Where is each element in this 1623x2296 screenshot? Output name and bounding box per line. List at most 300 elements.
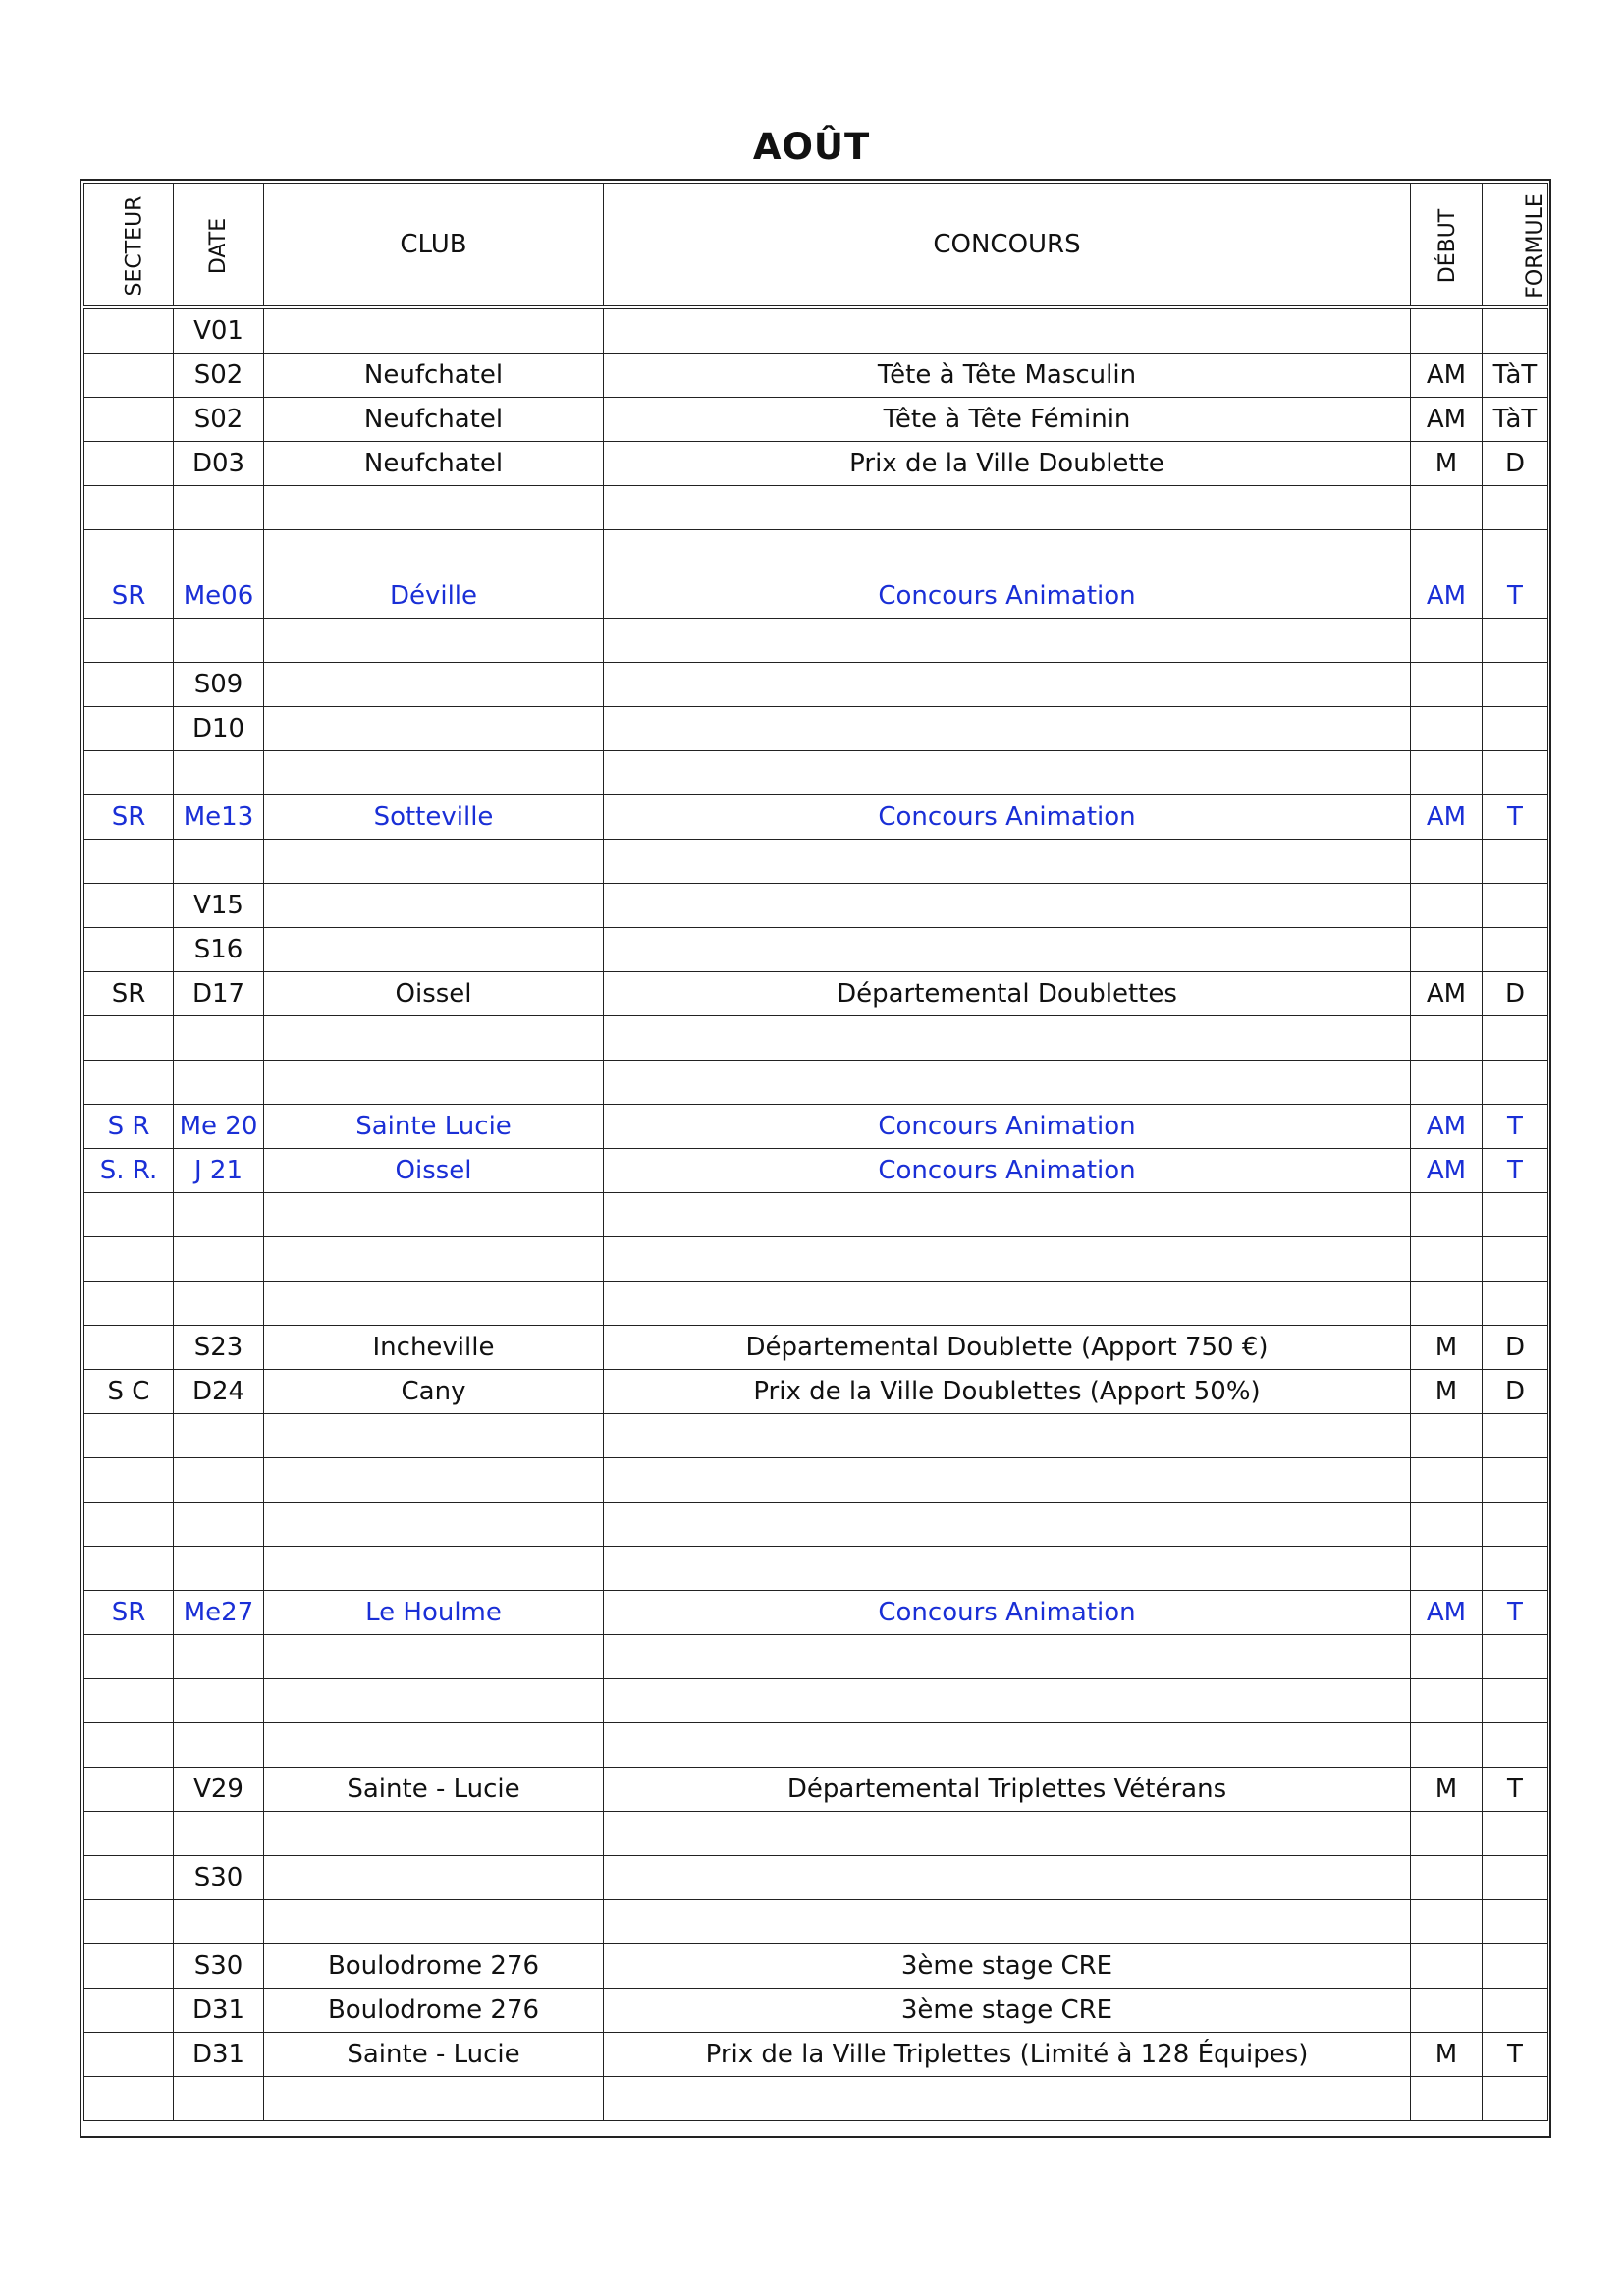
cell-debut bbox=[1411, 1679, 1483, 1723]
cell-club bbox=[264, 619, 604, 663]
cell-formule bbox=[1483, 1900, 1548, 1944]
cell-club: Neufchatel bbox=[264, 398, 604, 442]
cell-secteur bbox=[84, 619, 174, 663]
cell-date bbox=[174, 1414, 264, 1458]
cell-secteur bbox=[84, 1414, 174, 1458]
header-formule-label: FORMULE bbox=[1522, 193, 1547, 299]
table-row bbox=[84, 928, 1548, 972]
cell-formule bbox=[1483, 1193, 1548, 1237]
cell-formule: TàT bbox=[1483, 398, 1548, 442]
cell-formule bbox=[1483, 1989, 1548, 2033]
cell-secteur: SR bbox=[84, 1591, 174, 1635]
table-row bbox=[84, 1282, 1548, 1326]
cell-secteur bbox=[84, 1237, 174, 1282]
cell-date bbox=[174, 1016, 264, 1061]
cell-debut bbox=[1411, 1989, 1483, 2033]
cell-secteur bbox=[84, 1635, 174, 1679]
cell-formule bbox=[1483, 1237, 1548, 1282]
cell-date: V15 bbox=[174, 884, 264, 928]
cell-date: D17 bbox=[174, 972, 264, 1016]
table-row bbox=[84, 1900, 1548, 1944]
page-title: AOÛT bbox=[752, 126, 871, 168]
cell-club bbox=[264, 1547, 604, 1591]
cell-debut: AM bbox=[1411, 398, 1483, 442]
cell-date bbox=[174, 751, 264, 795]
cell-debut: AM bbox=[1411, 795, 1483, 840]
cell-concours bbox=[604, 1237, 1411, 1282]
cell-concours: Concours Animation bbox=[604, 1149, 1411, 1193]
cell-debut: AM bbox=[1411, 1105, 1483, 1149]
cell-concours: 3ème stage CRE bbox=[604, 1989, 1411, 2033]
cell-debut bbox=[1411, 619, 1483, 663]
cell-formule bbox=[1483, 1812, 1548, 1856]
cell-date bbox=[174, 1547, 264, 1591]
cell-date: S02 bbox=[174, 398, 264, 442]
cell-formule: T bbox=[1483, 2033, 1548, 2077]
cell-formule bbox=[1483, 1016, 1548, 1061]
cell-secteur bbox=[84, 840, 174, 884]
cell-date: J 21 bbox=[174, 1149, 264, 1193]
cell-club: Cany bbox=[264, 1370, 604, 1414]
cell-debut: M bbox=[1411, 1326, 1483, 1370]
cell-date: D24 bbox=[174, 1370, 264, 1414]
cell-debut bbox=[1411, 663, 1483, 707]
cell-club bbox=[264, 1282, 604, 1326]
cell-secteur: SR bbox=[84, 574, 174, 619]
cell-concours bbox=[604, 1812, 1411, 1856]
cell-debut: AM bbox=[1411, 1591, 1483, 1635]
cell-club bbox=[264, 2077, 604, 2121]
cell-debut: AM bbox=[1411, 972, 1483, 1016]
cell-formule: T bbox=[1483, 1105, 1548, 1149]
table-row bbox=[84, 795, 1548, 840]
cell-formule bbox=[1483, 707, 1548, 751]
table-row bbox=[84, 1944, 1548, 1989]
cell-date: D31 bbox=[174, 2033, 264, 2077]
cell-club bbox=[264, 1237, 604, 1282]
cell-date bbox=[174, 530, 264, 574]
cell-club: Neufchatel bbox=[264, 354, 604, 398]
cell-date: V01 bbox=[174, 307, 264, 354]
table-row bbox=[84, 1458, 1548, 1503]
cell-secteur bbox=[84, 530, 174, 574]
cell-secteur: S R bbox=[84, 1105, 174, 1149]
cell-concours bbox=[604, 1679, 1411, 1723]
cell-club bbox=[264, 1900, 604, 1944]
cell-secteur bbox=[84, 707, 174, 751]
table-row bbox=[84, 1503, 1548, 1547]
cell-date bbox=[174, 2077, 264, 2121]
header-debut-label: DÉBUT bbox=[1435, 208, 1461, 284]
cell-club bbox=[264, 1679, 604, 1723]
cell-date bbox=[174, 1237, 264, 1282]
cell-formule bbox=[1483, 307, 1548, 354]
cell-club: Sotteville bbox=[264, 795, 604, 840]
cell-formule: D bbox=[1483, 442, 1548, 486]
table-row bbox=[84, 1635, 1548, 1679]
cell-secteur bbox=[84, 307, 174, 354]
cell-concours bbox=[604, 1061, 1411, 1105]
cell-secteur bbox=[84, 1193, 174, 1237]
cell-formule bbox=[1483, 1414, 1548, 1458]
table-row bbox=[84, 1547, 1548, 1591]
header-debut bbox=[1411, 184, 1483, 308]
cell-concours bbox=[604, 1856, 1411, 1900]
cell-debut bbox=[1411, 751, 1483, 795]
table-row bbox=[84, 1856, 1548, 1900]
cell-formule: T bbox=[1483, 574, 1548, 619]
cell-concours bbox=[604, 1723, 1411, 1768]
cell-debut: M bbox=[1411, 2033, 1483, 2077]
cell-formule bbox=[1483, 2077, 1548, 2121]
cell-secteur bbox=[84, 1061, 174, 1105]
cell-formule: D bbox=[1483, 972, 1548, 1016]
cell-club: Neufchatel bbox=[264, 442, 604, 486]
cell-club bbox=[264, 1723, 604, 1768]
cell-formule bbox=[1483, 486, 1548, 530]
calendar-table bbox=[83, 183, 1548, 2121]
cell-debut bbox=[1411, 486, 1483, 530]
cell-concours: Prix de la Ville Doublettes (Apport 50%) bbox=[604, 1370, 1411, 1414]
cell-date: S30 bbox=[174, 1856, 264, 1900]
cell-concours: Concours Animation bbox=[604, 1591, 1411, 1635]
cell-club: Sainte - Lucie bbox=[264, 1768, 604, 1812]
cell-concours bbox=[604, 1193, 1411, 1237]
cell-date: Me06 bbox=[174, 574, 264, 619]
cell-debut bbox=[1411, 707, 1483, 751]
table-row bbox=[84, 1370, 1548, 1414]
cell-secteur bbox=[84, 928, 174, 972]
cell-concours: Tête à Tête Féminin bbox=[604, 398, 1411, 442]
cell-formule bbox=[1483, 530, 1548, 574]
cell-formule bbox=[1483, 884, 1548, 928]
cell-club: Déville bbox=[264, 574, 604, 619]
cell-secteur bbox=[84, 1812, 174, 1856]
cell-debut bbox=[1411, 1900, 1483, 1944]
cell-debut bbox=[1411, 1414, 1483, 1458]
cell-secteur bbox=[84, 1326, 174, 1370]
table-row bbox=[84, 1061, 1548, 1105]
table-row bbox=[84, 751, 1548, 795]
cell-secteur bbox=[84, 1856, 174, 1900]
header-formule bbox=[1483, 184, 1548, 308]
table-row bbox=[84, 354, 1548, 398]
cell-formule bbox=[1483, 1282, 1548, 1326]
cell-concours: Départemental Triplettes Vétérans bbox=[604, 1768, 1411, 1812]
header-secteur-label: SECTEUR bbox=[122, 195, 147, 297]
cell-secteur: S C bbox=[84, 1370, 174, 1414]
cell-formule bbox=[1483, 1723, 1548, 1768]
cell-date: S16 bbox=[174, 928, 264, 972]
cell-formule bbox=[1483, 1547, 1548, 1591]
cell-concours: Départemental Doublette (Apport 750 €) bbox=[604, 1326, 1411, 1370]
table-row bbox=[84, 1414, 1548, 1458]
cell-formule bbox=[1483, 1503, 1548, 1547]
table-row bbox=[84, 1326, 1548, 1370]
table-row bbox=[84, 442, 1548, 486]
cell-formule bbox=[1483, 1679, 1548, 1723]
table-row bbox=[84, 707, 1548, 751]
cell-concours bbox=[604, 1900, 1411, 1944]
cell-concours bbox=[604, 1458, 1411, 1503]
cell-debut bbox=[1411, 307, 1483, 354]
cell-date: S02 bbox=[174, 354, 264, 398]
cell-date: V29 bbox=[174, 1768, 264, 1812]
table-row bbox=[84, 1679, 1548, 1723]
cell-concours: Concours Animation bbox=[604, 574, 1411, 619]
table-row bbox=[84, 619, 1548, 663]
table-row bbox=[84, 530, 1548, 574]
cell-secteur bbox=[84, 486, 174, 530]
cell-secteur bbox=[84, 1458, 174, 1503]
cell-formule bbox=[1483, 663, 1548, 707]
cell-date bbox=[174, 1723, 264, 1768]
cell-date: S30 bbox=[174, 1944, 264, 1989]
cell-formule: T bbox=[1483, 795, 1548, 840]
cell-debut bbox=[1411, 1856, 1483, 1900]
cell-date bbox=[174, 1679, 264, 1723]
cell-club bbox=[264, 1193, 604, 1237]
cell-secteur bbox=[84, 1723, 174, 1768]
cell-club bbox=[264, 1635, 604, 1679]
cell-formule: TàT bbox=[1483, 354, 1548, 398]
cell-secteur bbox=[84, 2033, 174, 2077]
cell-club: Boulodrome 276 bbox=[264, 1944, 604, 1989]
cell-debut bbox=[1411, 1016, 1483, 1061]
cell-formule bbox=[1483, 840, 1548, 884]
table-row bbox=[84, 1723, 1548, 1768]
cell-secteur bbox=[84, 884, 174, 928]
table-row bbox=[84, 972, 1548, 1016]
cell-debut bbox=[1411, 1547, 1483, 1591]
table-row bbox=[84, 2033, 1548, 2077]
table-row bbox=[84, 663, 1548, 707]
cell-date: S23 bbox=[174, 1326, 264, 1370]
table-row bbox=[84, 1768, 1548, 1812]
cell-secteur bbox=[84, 354, 174, 398]
cell-formule bbox=[1483, 1856, 1548, 1900]
table-row bbox=[84, 486, 1548, 530]
table-row bbox=[84, 1591, 1548, 1635]
cell-secteur bbox=[84, 1900, 174, 1944]
cell-date: Me27 bbox=[174, 1591, 264, 1635]
cell-date: D31 bbox=[174, 1989, 264, 2033]
cell-concours: Concours Animation bbox=[604, 795, 1411, 840]
cell-club bbox=[264, 1503, 604, 1547]
cell-club bbox=[264, 663, 604, 707]
header-club: CLUB bbox=[264, 184, 604, 308]
cell-club bbox=[264, 1458, 604, 1503]
cell-date: D03 bbox=[174, 442, 264, 486]
cell-date bbox=[174, 1282, 264, 1326]
table-row bbox=[84, 1989, 1548, 2033]
cell-concours bbox=[604, 1635, 1411, 1679]
cell-concours bbox=[604, 1282, 1411, 1326]
cell-debut: M bbox=[1411, 1768, 1483, 1812]
cell-secteur bbox=[84, 398, 174, 442]
cell-secteur bbox=[84, 663, 174, 707]
cell-debut bbox=[1411, 1635, 1483, 1679]
cell-secteur bbox=[84, 1679, 174, 1723]
cell-debut bbox=[1411, 884, 1483, 928]
cell-debut bbox=[1411, 1723, 1483, 1768]
cell-secteur bbox=[84, 1503, 174, 1547]
cell-club bbox=[264, 1812, 604, 1856]
cell-club bbox=[264, 751, 604, 795]
table-row bbox=[84, 2077, 1548, 2121]
cell-concours: 3ème stage CRE bbox=[604, 1944, 1411, 1989]
cell-concours: Départemental Doublettes bbox=[604, 972, 1411, 1016]
cell-debut: AM bbox=[1411, 354, 1483, 398]
cell-club bbox=[264, 530, 604, 574]
header-date-label: DATE bbox=[205, 217, 231, 275]
cell-concours bbox=[604, 307, 1411, 354]
cell-club: Boulodrome 276 bbox=[264, 1989, 604, 2033]
cell-concours bbox=[604, 2077, 1411, 2121]
cell-concours bbox=[604, 1503, 1411, 1547]
cell-debut bbox=[1411, 840, 1483, 884]
header-row bbox=[84, 184, 1548, 308]
cell-club bbox=[264, 1016, 604, 1061]
table-row bbox=[84, 884, 1548, 928]
cell-formule bbox=[1483, 751, 1548, 795]
cell-debut bbox=[1411, 1282, 1483, 1326]
cell-formule bbox=[1483, 619, 1548, 663]
cell-date bbox=[174, 1900, 264, 1944]
cell-secteur bbox=[84, 1547, 174, 1591]
cell-formule bbox=[1483, 1458, 1548, 1503]
cell-date: S09 bbox=[174, 663, 264, 707]
cell-club bbox=[264, 1414, 604, 1458]
cell-debut bbox=[1411, 1812, 1483, 1856]
cell-club: Le Houlme bbox=[264, 1591, 604, 1635]
cell-debut bbox=[1411, 530, 1483, 574]
table-row bbox=[84, 1149, 1548, 1193]
cell-concours bbox=[604, 751, 1411, 795]
cell-concours bbox=[604, 928, 1411, 972]
cell-debut bbox=[1411, 1193, 1483, 1237]
header-date bbox=[174, 184, 264, 308]
table-row bbox=[84, 1193, 1548, 1237]
cell-concours bbox=[604, 619, 1411, 663]
cell-concours bbox=[604, 1016, 1411, 1061]
cell-debut bbox=[1411, 1237, 1483, 1282]
cell-club: Oissel bbox=[264, 972, 604, 1016]
cell-concours bbox=[604, 1414, 1411, 1458]
cell-date bbox=[174, 1458, 264, 1503]
cell-club: Incheville bbox=[264, 1326, 604, 1370]
cell-concours: Concours Animation bbox=[604, 1105, 1411, 1149]
cell-date: Me 20 bbox=[174, 1105, 264, 1149]
cell-concours: Prix de la Ville Doublette bbox=[604, 442, 1411, 486]
cell-formule: T bbox=[1483, 1149, 1548, 1193]
cell-secteur bbox=[84, 442, 174, 486]
cell-secteur bbox=[84, 1989, 174, 2033]
table-row bbox=[84, 840, 1548, 884]
cell-concours bbox=[604, 663, 1411, 707]
cell-concours bbox=[604, 486, 1411, 530]
cell-date bbox=[174, 1635, 264, 1679]
cell-secteur bbox=[84, 1282, 174, 1326]
cell-concours: Tête à Tête Masculin bbox=[604, 354, 1411, 398]
cell-date bbox=[174, 619, 264, 663]
cell-secteur bbox=[84, 1768, 174, 1812]
table-row bbox=[84, 1016, 1548, 1061]
cell-secteur: S. R. bbox=[84, 1149, 174, 1193]
cell-debut bbox=[1411, 2077, 1483, 2121]
table-row bbox=[84, 1105, 1548, 1149]
cell-formule bbox=[1483, 1635, 1548, 1679]
cell-secteur: SR bbox=[84, 972, 174, 1016]
cell-formule: T bbox=[1483, 1768, 1548, 1812]
cell-date bbox=[174, 1812, 264, 1856]
cell-concours bbox=[604, 707, 1411, 751]
cell-formule: D bbox=[1483, 1326, 1548, 1370]
cell-club: Sainte - Lucie bbox=[264, 2033, 604, 2077]
cell-date: D10 bbox=[174, 707, 264, 751]
cell-date bbox=[174, 1061, 264, 1105]
cell-debut: M bbox=[1411, 1370, 1483, 1414]
cell-date bbox=[174, 1503, 264, 1547]
table-row bbox=[84, 398, 1548, 442]
header-secteur bbox=[84, 184, 174, 308]
cell-club: Oissel bbox=[264, 1149, 604, 1193]
cell-club bbox=[264, 1061, 604, 1105]
table-row bbox=[84, 1237, 1548, 1282]
cell-secteur bbox=[84, 1016, 174, 1061]
cell-club bbox=[264, 1856, 604, 1900]
cell-debut: AM bbox=[1411, 1149, 1483, 1193]
cell-formule bbox=[1483, 1061, 1548, 1105]
cell-formule bbox=[1483, 928, 1548, 972]
cell-debut: M bbox=[1411, 442, 1483, 486]
cell-concours bbox=[604, 884, 1411, 928]
header-concours: CONCOURS bbox=[604, 184, 1411, 308]
cell-concours: Prix de la Ville Triplettes (Limité à 128 Équipes) bbox=[604, 2033, 1411, 2077]
cell-debut: AM bbox=[1411, 574, 1483, 619]
cell-formule: D bbox=[1483, 1370, 1548, 1414]
cell-date bbox=[174, 840, 264, 884]
cell-debut bbox=[1411, 1503, 1483, 1547]
cell-club: Sainte Lucie bbox=[264, 1105, 604, 1149]
cell-debut bbox=[1411, 1458, 1483, 1503]
cell-debut bbox=[1411, 1944, 1483, 1989]
calendar-body bbox=[84, 307, 1548, 2121]
cell-concours bbox=[604, 840, 1411, 884]
cell-date: Me13 bbox=[174, 795, 264, 840]
cell-date bbox=[174, 1193, 264, 1237]
cell-club bbox=[264, 707, 604, 751]
table-row bbox=[84, 307, 1548, 354]
cell-secteur bbox=[84, 1944, 174, 1989]
table-row bbox=[84, 1812, 1548, 1856]
cell-club bbox=[264, 486, 604, 530]
cell-secteur bbox=[84, 2077, 174, 2121]
cell-formule bbox=[1483, 1944, 1548, 1989]
cell-secteur: SR bbox=[84, 795, 174, 840]
cell-concours bbox=[604, 1547, 1411, 1591]
cell-debut bbox=[1411, 1061, 1483, 1105]
table-row bbox=[84, 574, 1548, 619]
cell-club bbox=[264, 307, 604, 354]
cell-club bbox=[264, 840, 604, 884]
cell-club bbox=[264, 884, 604, 928]
cell-concours bbox=[604, 530, 1411, 574]
cell-date bbox=[174, 486, 264, 530]
cell-debut bbox=[1411, 928, 1483, 972]
cell-formule: T bbox=[1483, 1591, 1548, 1635]
cell-club bbox=[264, 928, 604, 972]
